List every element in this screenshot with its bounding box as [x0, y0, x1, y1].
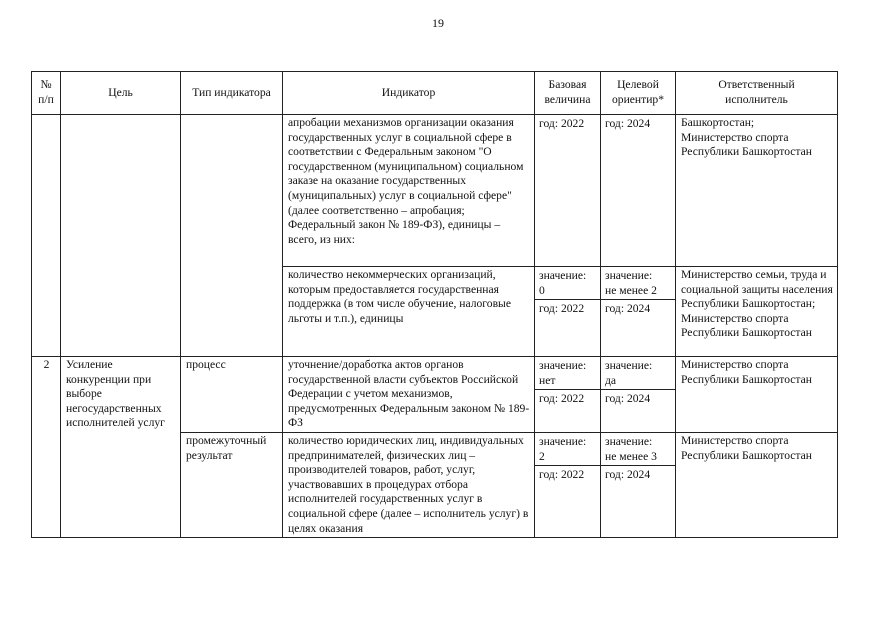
target-year: год: 2024 — [601, 389, 675, 408]
header-num: № п/п — [32, 72, 61, 115]
indicator-type-cell — [181, 115, 283, 357]
target-year: год: 2024 — [601, 299, 675, 318]
base-year: год: 2022 — [535, 299, 600, 318]
target-cell — [601, 357, 676, 433]
target-year: год: 2024 — [601, 465, 675, 484]
target-cell — [601, 433, 676, 538]
row-number-cell: 2 — [32, 357, 61, 538]
header-indicator: Индикатор — [283, 72, 535, 115]
base-year: год: 2022 — [539, 117, 585, 130]
header-indicator-type: Тип индикатора — [181, 72, 283, 115]
table-row — [32, 115, 838, 267]
base-value-cell — [535, 357, 601, 433]
header-row — [32, 72, 838, 115]
base-year: год: 2022 — [535, 465, 600, 484]
indicator-cell: апробации механизмов организации оказания государственных услуг в социальной сфере в соответствии с Федеральным законом "О государственном (муниципальном) социальном заказе на оказание государственных (муниципальных) услуг в социальной сфере" (далее соответственно – апробация; Федеральный закон № 189-ФЗ), единицы – всего, из них: — [283, 115, 535, 267]
base-value-cell — [535, 115, 601, 267]
target-cell — [601, 115, 676, 267]
target-value: значение: не менее 2 — [605, 269, 657, 297]
responsible-cell: Министерство спорта Республики Башкортостан — [676, 433, 838, 538]
page-number: 19 — [432, 16, 444, 30]
indicator-cell: количество некоммерческих организаций, которым предоставляется государственная поддержка (в том числе обучение, налоговые льготы и т.п.), единицы — [283, 267, 535, 357]
responsible-cell: Башкортостан; Министерство спорта Республики Башкортостан — [676, 115, 838, 267]
target-value: значение: не менее 3 — [605, 435, 657, 463]
base-year: год: 2022 — [535, 389, 600, 408]
header-base-value: Базовая величина — [535, 72, 601, 115]
indicator-cell: количество юридических лиц, индивидуальных предпринимателей, физических лиц – производителей товаров, работ, услуг, участвовавших в процедурах отбора исполнителей государственных услуг в социальной сфере (далее – исполнитель услуг) в целях оказания — [283, 433, 535, 538]
indicators-table — [31, 71, 838, 538]
header-target: Целевой ориентир* — [601, 72, 676, 115]
base-value: значение: нет — [539, 359, 587, 387]
row-number-cell — [32, 115, 61, 357]
goal-cell — [61, 115, 181, 357]
header-goal: Цель — [61, 72, 181, 115]
base-value: значение: 0 — [539, 269, 587, 297]
indicator-type-cell: процесс — [181, 357, 283, 433]
base-value-cell — [535, 267, 601, 357]
responsible-cell: Министерство спорта Республики Башкортостан — [676, 357, 838, 433]
indicator-type-cell: промежуточный результат — [181, 433, 283, 538]
target-year: год: 2024 — [605, 117, 651, 130]
header-responsible: Ответственный исполнитель — [676, 72, 838, 115]
table-row — [32, 357, 838, 433]
target-value: значение: да — [605, 359, 653, 387]
base-value-cell — [535, 433, 601, 538]
target-cell — [601, 267, 676, 357]
indicator-cell: уточнение/доработка актов органов государственной власти субъектов Российской Федерации с учетом механизмов, предусмотренных Федеральным законом № 189-ФЗ — [283, 357, 535, 433]
responsible-cell: Министерство семьи, труда и социальной защиты населения Республики Башкортостан; Министерство спорта Республики Башкортостан — [676, 267, 838, 357]
goal-cell: Усиление конкуренции при выборе негосударственных исполнителей услуг — [61, 357, 181, 538]
base-value: значение: 2 — [539, 435, 587, 463]
